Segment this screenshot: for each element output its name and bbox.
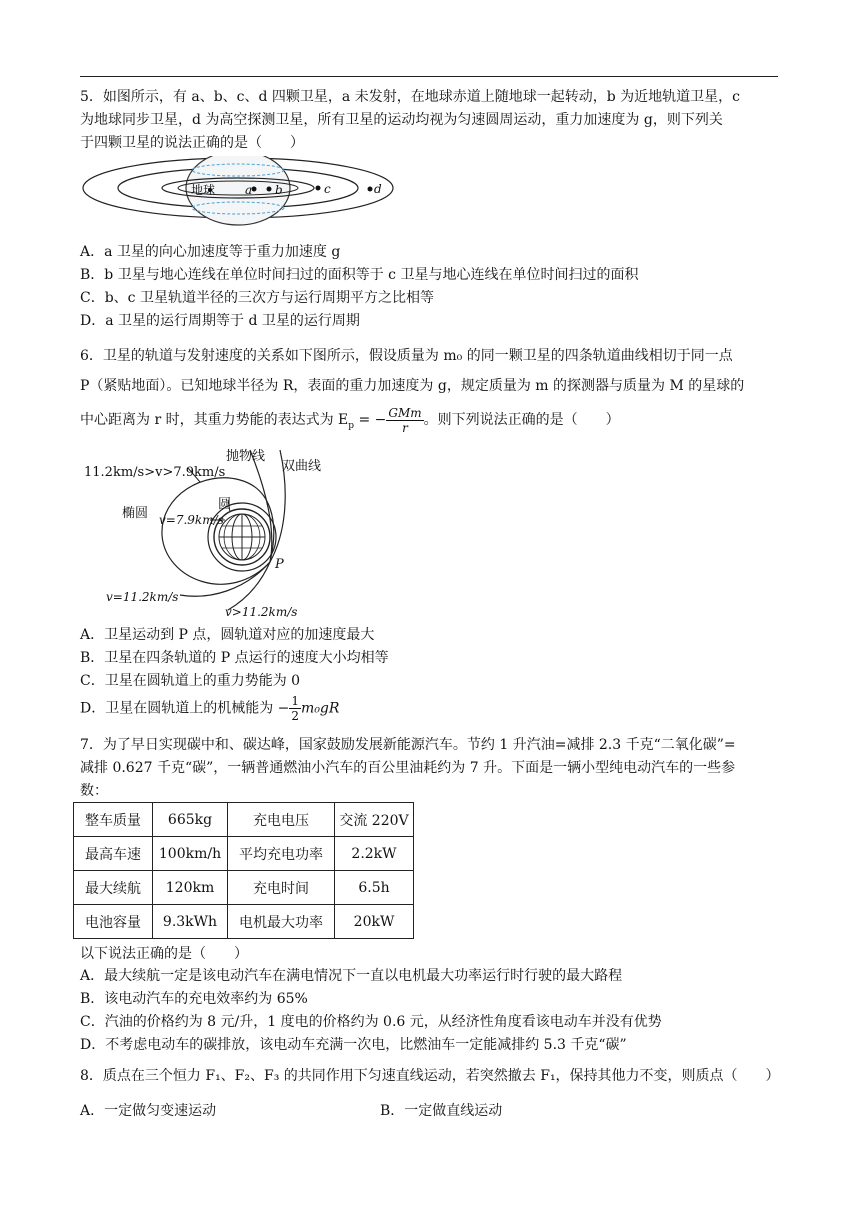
ev-parameter-table [73, 802, 414, 939]
table-cell: 最大续航 [74, 871, 153, 905]
q7-line-1: 7．为了早日实现碳中和、碳达峰，国家鼓励发展新能源汽车。节约 1 升汽油=减排 2.3 千克“二氧化碳”= [80, 737, 736, 753]
label-a: a [245, 183, 253, 197]
table-cell: 120km [153, 871, 228, 905]
gpe-fraction: $\frac{\text{GMm}}{r}$ [388, 405, 422, 435]
table-cell: 充电电压 [228, 803, 335, 837]
label-d: d [374, 182, 382, 196]
q8-option-a[interactable]: A．一定做匀变速运动 [80, 1103, 217, 1119]
table-cell: 20kW [335, 905, 414, 939]
question-8: 8．质点在三个恒力 F₁、F₂、F₃ 的共同作用下匀速直线运动，若突然撤去 F₁，保持其他力不变，则质点（ ） [80, 1068, 780, 1084]
q7-option-d[interactable]: D．不考虑电动车的碳排放，该电动车充满一次电，比燃油车一定能减排约 5.3 千克“碳” [80, 1037, 627, 1053]
q7-option-b[interactable]: B．该电动汽车的充电效率约为 65% [80, 991, 308, 1007]
q6-option-b[interactable]: B．卫星在四条轨道的 P 点运行的速度大小均相等 [80, 650, 389, 666]
q6-option-c[interactable]: C．卫星在圆轨道上的重力势能为 0 [80, 673, 301, 689]
table-cell: 665kg [153, 803, 228, 837]
q5-orbit-figure [80, 156, 400, 232]
q7-prompt: 以下说法正确的是（ ） [80, 946, 248, 962]
table-cell: 平均充电功率 [228, 837, 335, 871]
question-6 [80, 341, 780, 441]
q5-line-2: 为地球同步卫星，d 为高空探测卫星，所有卫星的运动均视为匀速圆周运动，重力加速度为 g，则下列关 [80, 112, 723, 128]
header-rule [80, 76, 778, 77]
table-row [74, 871, 414, 905]
table-cell: 电池容量 [74, 905, 153, 939]
table-cell: 充电时间 [228, 871, 335, 905]
ellipse-label: 椭圆 [122, 506, 149, 521]
q6-option-d[interactable]: D．卫星在圆轨道上的机械能为 − $\frac{1}{2}$ m₀gR [80, 694, 340, 723]
v-parabola-label: v=11.2km/s [106, 590, 179, 604]
q6-line-3: 中心距离为 r 时，其重力势能的表达式为 $E_p$ = − $\frac{\text{GMm}}{r}$ 。则下列说法正确的是（ ） [80, 405, 620, 435]
q6-option-a[interactable]: A．卫星运动到 P 点，圆轨道对应的加速度最大 [80, 627, 375, 643]
q5-option-c[interactable]: C．b、c 卫星轨道半径的三次方与运行周期平方之比相等 [80, 290, 434, 306]
table-cell: 9.3kWh [153, 905, 228, 939]
question-5 [80, 86, 780, 155]
table-cell: 100km/h [153, 837, 228, 871]
question-7 [80, 734, 780, 803]
table-cell: 6.5h [335, 871, 414, 905]
table-row [74, 803, 414, 837]
table-cell: 最高车速 [74, 837, 153, 871]
table-cell: 电机最大功率 [228, 905, 335, 939]
label-c: c [324, 182, 331, 196]
v-hyperbola-label: v>11.2km/s [225, 605, 298, 619]
q7-line-2: 减排 0.627 千克“碳”，一辆普通燃油小汽车的百公里油耗约为 7 升。下面是一辆小型纯电动汽车的一些参 [80, 760, 736, 776]
q5-option-d[interactable]: D．a 卫星的运行周期等于 d 卫星的运行周期 [80, 313, 360, 329]
v-circle-label: v=7.9km/s [159, 513, 224, 527]
q6-line-1: 6．卫星的轨道与发射速度的关系如下图所示，假设质量为 m₀ 的同一颗卫星的四条轨道曲线相切于同一点 [80, 348, 733, 364]
q8-option-b[interactable]: B．一定做直线运动 [380, 1103, 503, 1119]
circle-label: 圆 [218, 497, 232, 512]
hyperbola-label: 双曲线 [282, 459, 322, 474]
earth-label: 地球 [191, 183, 216, 197]
table-cell: 交流 220V [335, 803, 414, 837]
speed-range-label: 11.2km/s>v>7.9km/s [84, 465, 226, 480]
q7-line-3: 数： [80, 783, 108, 799]
table-cell: 2.2kW [335, 837, 414, 871]
q6-line-2: P（紧贴地面）。已知地球半径为 R，表面的重力加速度为 g，规定质量为 m 的探测器与质量为 M 的星球的 [80, 378, 745, 394]
parabola-label: 抛物线 [226, 449, 266, 464]
table-cell: 整车质量 [74, 803, 153, 837]
q5-line-3: 于四颗卫星的说法正确的是（ ） [80, 135, 304, 151]
table-row [74, 837, 414, 871]
label-b: b [275, 183, 283, 197]
q5-line-1: 5．如图所示，有 a、b、c、d 四颗卫星，a 未发射，在地球赤道上随地球一起转动，b 为近地轨道卫星，c [80, 89, 740, 105]
half-fraction: $\frac{1}{2}$ [291, 694, 300, 723]
table-row [74, 905, 414, 939]
q5-option-b[interactable]: B．b 卫星与地心连线在单位时间扫过的面积等于 c 卫星与地心连线在单位时间扫过的面积 [80, 267, 639, 283]
q5-option-a[interactable]: A．a 卫星的向心加速度等于重力加速度 g [80, 244, 341, 260]
q7-option-a[interactable]: A．最大续航一定是该电动汽车在满电情况下一直以电机最大功率运行时行驶的最大路程 [80, 968, 623, 984]
q7-option-c[interactable]: C．汽油的价格约为 8 元/升，1 度电的价格约为 0.6 元，从经济性角度看该电动车并没有优势 [80, 1014, 662, 1030]
q6-trajectory-figure [80, 440, 380, 622]
point-p-label: P [275, 557, 284, 572]
